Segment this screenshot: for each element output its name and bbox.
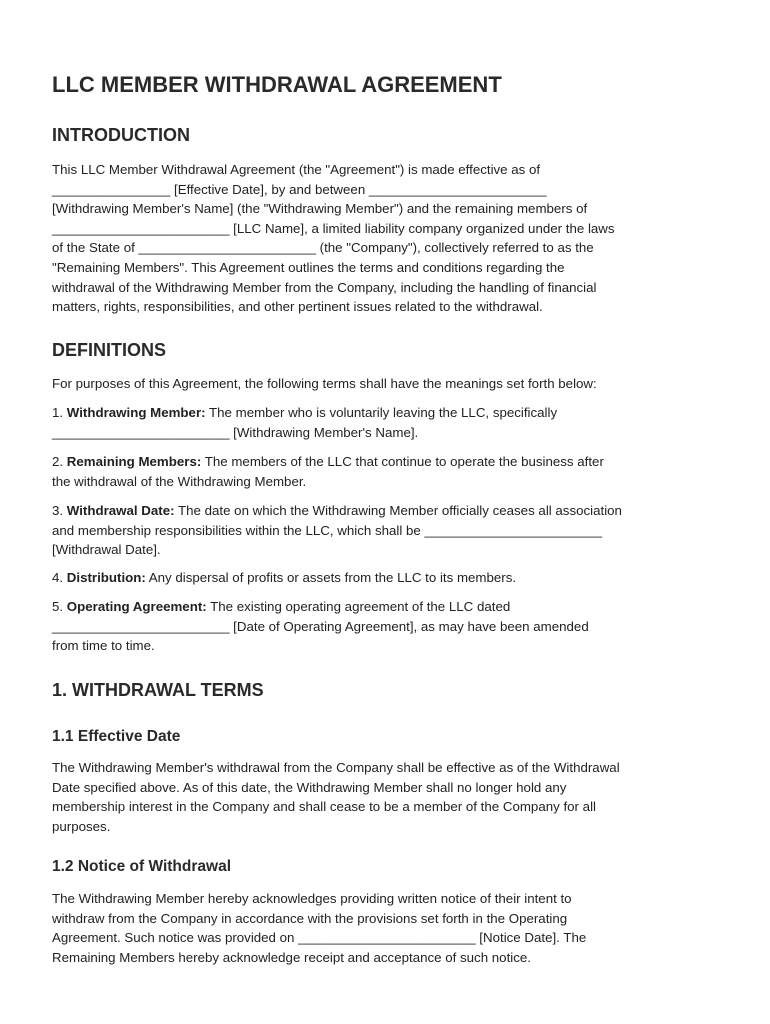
definition-text: The existing operating agreement of the LLC dated [206,599,511,614]
definition-first-line [52,501,722,521]
paragraph-line: "Remaining Members". This Agreement outlines the terms and conditions regarding the [52,259,565,275]
paragraph-line: ________________ [Effective Date], by and between ________________________ [52,181,547,197]
paragraph-line: ________________________ [LLC Name], a limited liability company organized under the laws [52,220,615,236]
paragraph-line: membership interest in the Company and shall cease to be a member of the Company for all [52,799,596,815]
effective-date-heading: 1.1 Effective Date [52,728,181,745]
definition-item-withdrawal-date [52,501,722,560]
definition-term: Withdrawing Member: [66,405,206,420]
introduction-heading: INTRODUCTION [52,125,190,145]
paragraph-line: withdrawal of the Withdrawing Member from the Company, including the handling of financial [52,279,597,295]
definition-term: Operating Agreement: [66,599,207,614]
paragraph-line: Agreement. Such notice was provided on ________________________ [Notice Date]. The [52,930,587,946]
definition-text: The date on which the Withdrawing Member officially ceases all association [174,503,622,518]
definition-first-line [52,403,722,423]
definition-text: Any dispersal of profits or assets from the LLC to its members. [145,570,517,585]
definition-first-line [52,452,722,472]
definition-term: Remaining Members: [66,454,202,469]
definition-line: and membership responsibilities within the LLC, which shall be ________________________ [52,522,602,538]
definition-line: ________________________ [Date of Operating Agreement], as may have been amended [52,618,589,634]
paragraph-line: [Withdrawing Member's Name] (the "Withdrawing Member") and the remaining members of [52,201,588,217]
definitions-heading: DEFINITIONS [52,340,167,360]
paragraph-line: of the State of ________________________ (the "Company"), collectively referred to as the [52,240,594,256]
definition-text: The members of the LLC that continue to operate the business after [201,454,604,469]
definition-line: the withdrawal of the Withdrawing Member. [52,473,307,489]
paragraph-line: matters, rights, responsibilities, and other pertinent issues related to the withdrawal. [52,299,543,315]
definition-item-distribution [52,568,722,588]
definition-item-remaining-members [52,452,722,491]
definition-first-line [52,597,722,617]
definition-line: from time to time. [52,638,155,654]
paragraph-line: withdraw from the Company in accordance with the provisions set forth in the Operating [52,910,568,926]
effective-date-paragraph [52,758,722,836]
definition-first-line [52,568,722,588]
definition-number: 5. [52,599,67,614]
definition-text: The member who is voluntarily leaving the LLC, specifically [205,405,558,420]
notice-of-withdrawal-paragraph [52,889,722,967]
paragraph-line: purposes. [52,818,111,834]
definition-number: 3. [52,503,67,518]
definitions-intro [52,374,722,394]
withdrawal-terms-heading: 1. WITHDRAWAL TERMS [52,680,264,700]
definition-item-operating-agreement [52,597,722,656]
definition-number: 4. [52,570,67,585]
paragraph-line: The Withdrawing Member's withdrawal from the Company shall be effective as of the Withdrawal [52,760,620,775]
definition-number: 1. [52,405,67,420]
paragraph-line: For purposes of this Agreement, the following terms shall have the meanings set forth below: [52,376,597,391]
definition-line: [Withdrawal Date]. [52,542,161,558]
definition-line: ________________________ [Withdrawing Member's Name]. [52,424,419,440]
definition-term: Withdrawal Date: [66,503,175,518]
notice-of-withdrawal-heading: 1.2 Notice of Withdrawal [52,858,231,875]
definition-item-withdrawing-member [52,403,722,442]
paragraph-line: Date specified above. As of this date, the Withdrawing Member shall no longer hold any [52,779,567,795]
introduction-paragraph [52,160,722,317]
definition-term: Distribution: [66,570,146,585]
document-title: LLC MEMBER WITHDRAWAL AGREEMENT [52,72,502,97]
definition-number: 2. [52,454,67,469]
paragraph-line: Remaining Members hereby acknowledge receipt and acceptance of such notice. [52,949,531,965]
paragraph-line: The Withdrawing Member hereby acknowledges providing written notice of their intent to [52,891,572,906]
paragraph-line: This LLC Member Withdrawal Agreement (the "Agreement") is made effective as of [52,162,541,177]
